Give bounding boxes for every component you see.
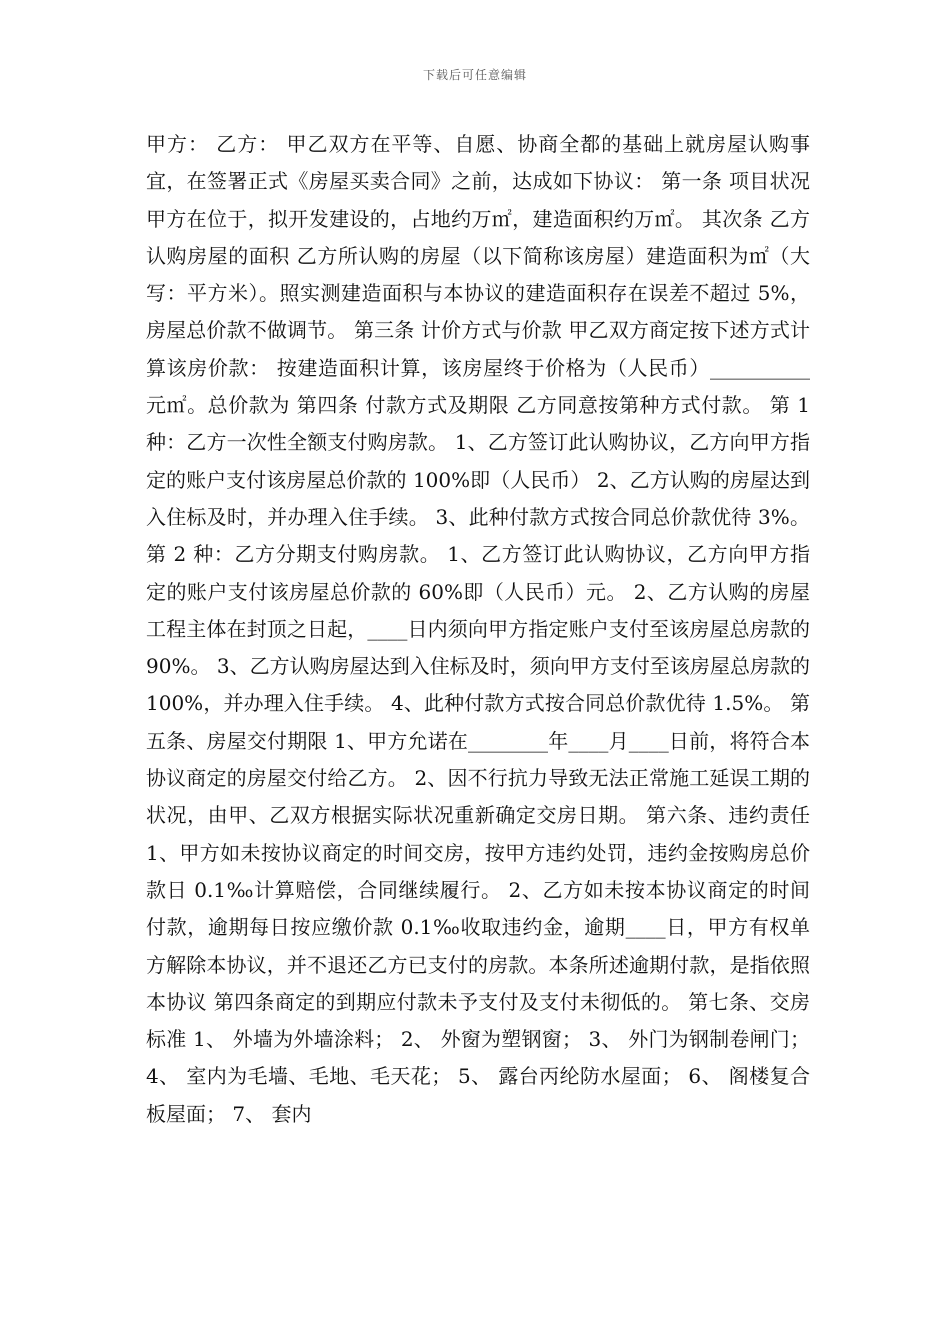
page-header: 下载后可任意编辑: [422, 68, 527, 82]
document-body: 甲方： 乙方： 甲乙双方在平等、自愿、协商全都的基础上就房屋认购事宜，在签署正式《房屋买卖合同》之前，达成如下协议： 第一条 项目状况 甲方在位于，拟开发建设的，占地约万㎡，建造面积约万㎡。 其次条 乙方认购房屋的面积 乙方所认购的房屋（以下简称该房屋）建造面积为㎡（大写：平方米）。照实测建造面积与本协议的建造面积存在误差不超过 5%，房屋总价款不做调节。 第三条 计价方式与价款 甲乙双方商定按下述方式计算该房价款： 按建造面积计算，该房屋终于价格为（人民币）__________元㎡。总价款为 第四条 付款方式及期限 乙方同意按第种方式付款。 第 1 种：乙方一次性全额支付购房款。 1、乙方签订此认购协议，乙方向甲方指定的账户支付该房屋总价款的 100%即（人民币） 2、乙方认购的房屋达到入住标及时，并办理入住手续。 3、此种付款方式按合同总价款优待 3%。 第 2 种：乙方分期支付购房款。 1、乙方签订此认购协议，乙方向甲方指定的账户支付该房屋总价款的 60%即（人民币）元。 2、乙方认购的房屋工程主体在封顶之日起，____日内须向甲方指定账户支付至该房屋总房款的 90%。 3、乙方认购房屋达到入住标及时，须向甲方支付至该房屋总房款的 100%，并办理入住手续。 4、此种付款方式按合同总价款优待 1.5%。 第五条、房屋交付期限 1、甲方允诺在________年____月____日前，将符合本协议商定的房屋交付给乙方。 2、因不行抗力导致无法正常施工延误工期的状况，由甲、乙双方根据实际状况重新确定交房日期。 第六条、违约责任 1、甲方如未按协议商定的时间交房，按甲方违约处罚，违约金按购房总价款日 0.1‰计算赔偿，合同继续履行。 2、乙方如未按本协议商定的时间付款，逾期每日按应缴价款 0.1‰收取违约金，逾期____日，甲方有权单方解除本协议，并不退还乙方已支付的房款。本条所述逾期付款，是指依照本协议 第四条商定的到期应付款未予支付及支付未彻低的。 第七条、交房标准 1、 外墙为外墙涂料； 2、 外窗为塑钢窗； 3、 外门为钢制卷闸门； 4、 室内为毛墙、毛地、毛天花； 5、 露台丙纶防水屋面； 6、 阁楼复合板屋面； 7、 套内: [146, 132, 810, 1126]
